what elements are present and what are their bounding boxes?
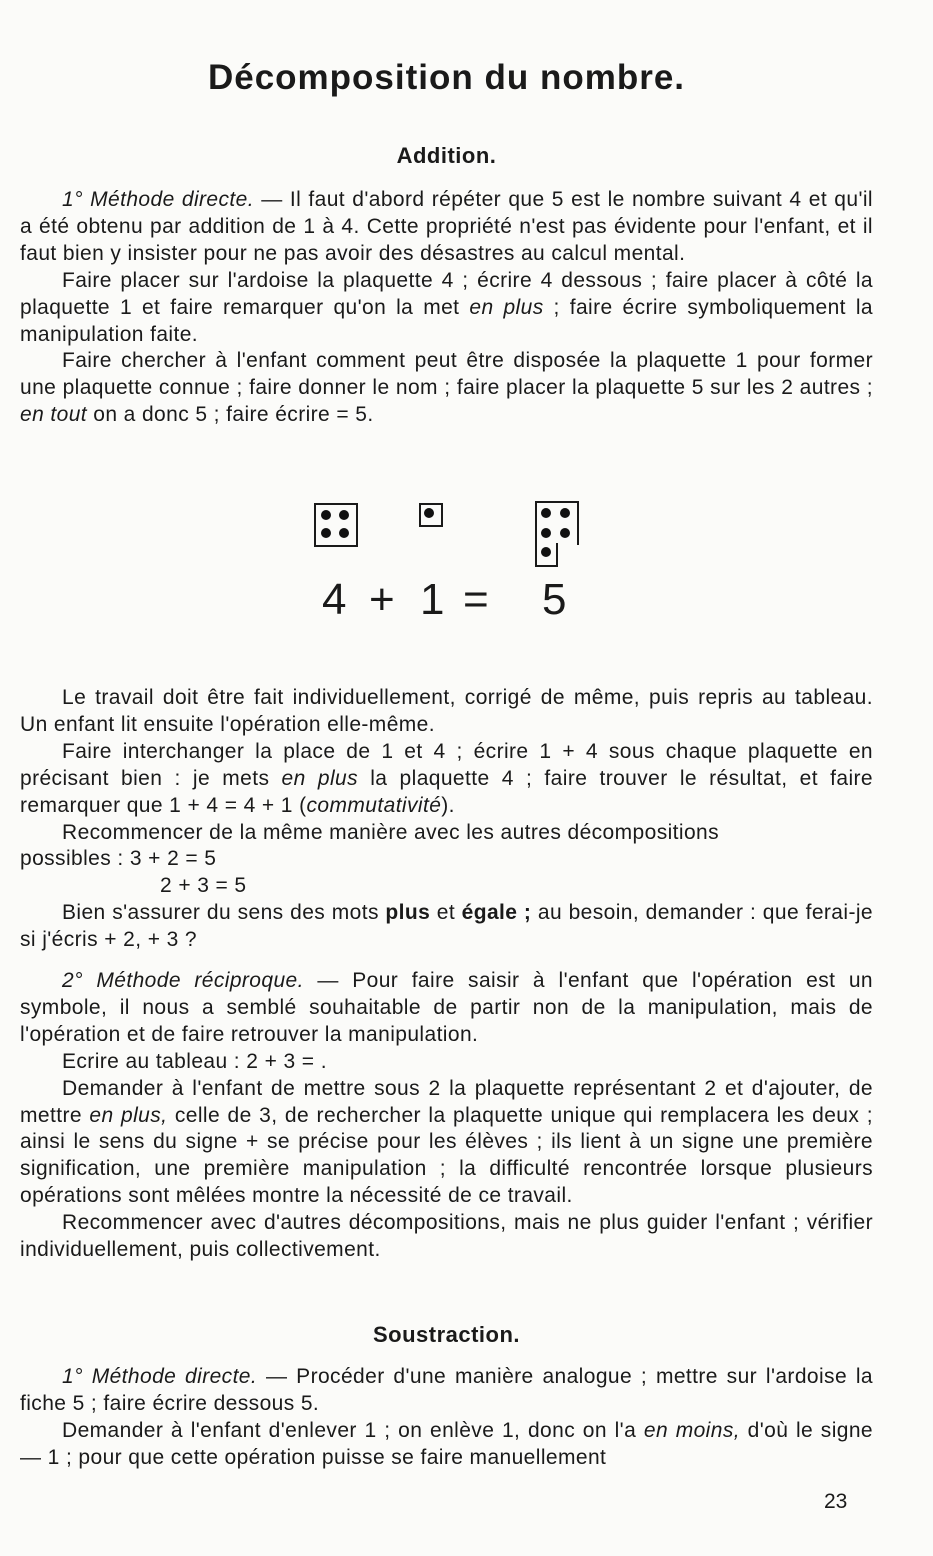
paragraph-methode-directe: [20, 187, 873, 268]
paragraph-text: ; faire écrire symboliquement la manipulation faite.: [20, 295, 873, 346]
paragraph-bien-sassurer: [20, 900, 873, 954]
equation-plus: +: [369, 575, 395, 624]
paragraph-enlever: [20, 1418, 873, 1472]
paragraph-ecrire: Ecrire au tableau : 2 + 3 = .: [62, 1049, 327, 1073]
soustraction-body: [20, 1364, 873, 1472]
paragraph-text: au besoin, demander : que ferai-je si j'écris + 2, + 3 ?: [20, 901, 873, 952]
paragraph-ardoise: [20, 268, 873, 349]
paragraph-text: d'où le signe — 1 ; pour que cette opération puisse se faire manuellement: [20, 1418, 873, 1469]
dot: [339, 528, 349, 538]
plaquette-4-icon: [314, 503, 358, 547]
paragraph-chercher: [20, 348, 873, 429]
paragraph-text: on a donc 5 ; faire écrire = 5.: [87, 403, 374, 427]
paragraph-text: — Pour faire saisir à l'enfant que l'opération est un symbole, il nous a semblé souhaitable de partir non de la manipulation, mais de l'opération et de faire retrouver la manipulation.: [20, 969, 873, 1046]
page-number: 23: [824, 1490, 848, 1513]
paragraph-text: Demander à l'enfant d'enlever 1 ; on enlève 1, donc on l'a: [62, 1418, 644, 1442]
section-heading-addition: Addition.: [396, 143, 497, 168]
paragraph-text: Demander à l'enfant de mettre sous 2 la plaquette représentant 2 et d'ajouter, de mettre: [20, 1076, 873, 1127]
paragraph-recommencer: Recommencer de la même manière avec les autres décompositions: [62, 820, 720, 844]
formula-line: 2 + 3 = 5: [160, 874, 247, 898]
dot: [321, 528, 331, 538]
method-label: 2° Méthode réciproque.: [62, 969, 304, 992]
paragraph-methode-reciproque: [20, 968, 873, 1049]
paragraph-text: — Il faut d'abord répéter que 5 est le nombre suivant 4 et qu'il a été obtenu par addition de 1 à 4. Cette propriété n'est pas évidente pour l'enfant, et il faut bien y insister pour ne pas avoir des désastres au calcul mental.: [20, 188, 873, 265]
dot: [560, 508, 570, 518]
section-heading-soustraction: Soustraction.: [372, 1322, 521, 1347]
method-label: 1° Méthode directe.: [62, 188, 254, 211]
dot: [321, 510, 331, 520]
addition-intro: [20, 187, 873, 429]
plaquette-1-icon: [419, 503, 443, 527]
paragraph-demander: [20, 1076, 873, 1211]
plaquette-5-top: [535, 501, 579, 545]
dot: [424, 508, 434, 518]
emphasis: en plus,: [89, 1103, 168, 1127]
equation-operand-b: 1: [420, 575, 445, 624]
dot: [541, 508, 551, 518]
emphasis: en plus: [469, 295, 544, 319]
page-title: Décomposition du nombre.: [207, 58, 686, 97]
paragraph-travail: Le travail doit être fait individuellement, corrigé de même, puis repris au tableau. Un enfant lit ensuite l'opération elle-même.: [20, 686, 873, 736]
paragraph-possibles: possibles : 3 + 2 = 5: [20, 847, 217, 871]
paragraph-text: Faire placer sur l'ardoise la plaquette 4 ; écrire 4 dessous ; faire placer à côté la plaquette 1 et faire remarquer qu'on la met: [20, 268, 873, 319]
addition-reciproque: [20, 968, 873, 1264]
paragraph-recommencer-2: Recommencer avec d'autres décompositions, mais ne plus guider l'enfant ; vérifier individuellement, puis collectivement.: [20, 1211, 873, 1262]
paragraph-text: et: [430, 901, 462, 925]
dot: [541, 528, 551, 538]
emphasis: en moins,: [643, 1418, 740, 1442]
equation-operand-a: 4: [322, 575, 347, 624]
paragraph-interchanger: [20, 739, 873, 820]
emphasis: commutativité: [306, 793, 442, 817]
paragraph-text: la plaquette 4 ; faire trouver le résultat, et faire remarquer que 1 + 4 = 4 + 1 (: [20, 766, 873, 817]
paragraph-text: — Procéder d'une manière analogue ; mettre sur l'ardoise la fiche 5 ; faire écrire dessous 5.: [20, 1365, 873, 1415]
dot: [541, 547, 551, 557]
equation-equals: =: [463, 575, 489, 624]
addition-body: [20, 685, 873, 954]
dot: [339, 510, 349, 520]
dot: [560, 528, 570, 538]
paragraph-text: ).: [441, 793, 455, 817]
paragraph-text: Bien s'assurer du sens des mots: [62, 901, 386, 925]
equation-result: 5: [542, 575, 567, 624]
strong-text: plus: [385, 901, 431, 925]
paragraph-text: celle de 3, de rechercher la plaquette unique qui remplacera les deux ; ainsi le sens du signe + se précise pour les élèves ; ils lient à un signe une première signification, une première manipulation ; la difficulté rencontrée lorsque plusieurs opérations sont mêlées montre la nécessité de ce travail.: [20, 1103, 873, 1208]
plaquette-5-bottom: [535, 543, 558, 567]
emphasis: en tout: [20, 403, 88, 427]
method-label: 1° Méthode directe.: [62, 1365, 258, 1388]
strong-text: égale ;: [461, 901, 532, 925]
paragraph-text: Faire interchanger la place de 1 et 4 ; écrire 1 + 4 sous chaque plaquette en précisant bien : je mets: [20, 739, 873, 790]
emphasis: en plus: [281, 766, 359, 790]
paragraph-text: Faire chercher à l'enfant comment peut être disposée la plaquette 1 pour former une plaquette connue ; faire donner le nom ; faire placer la plaquette 5 sur les 2 autres ;: [20, 349, 873, 400]
paragraph-methode-directe-2: [20, 1364, 873, 1418]
